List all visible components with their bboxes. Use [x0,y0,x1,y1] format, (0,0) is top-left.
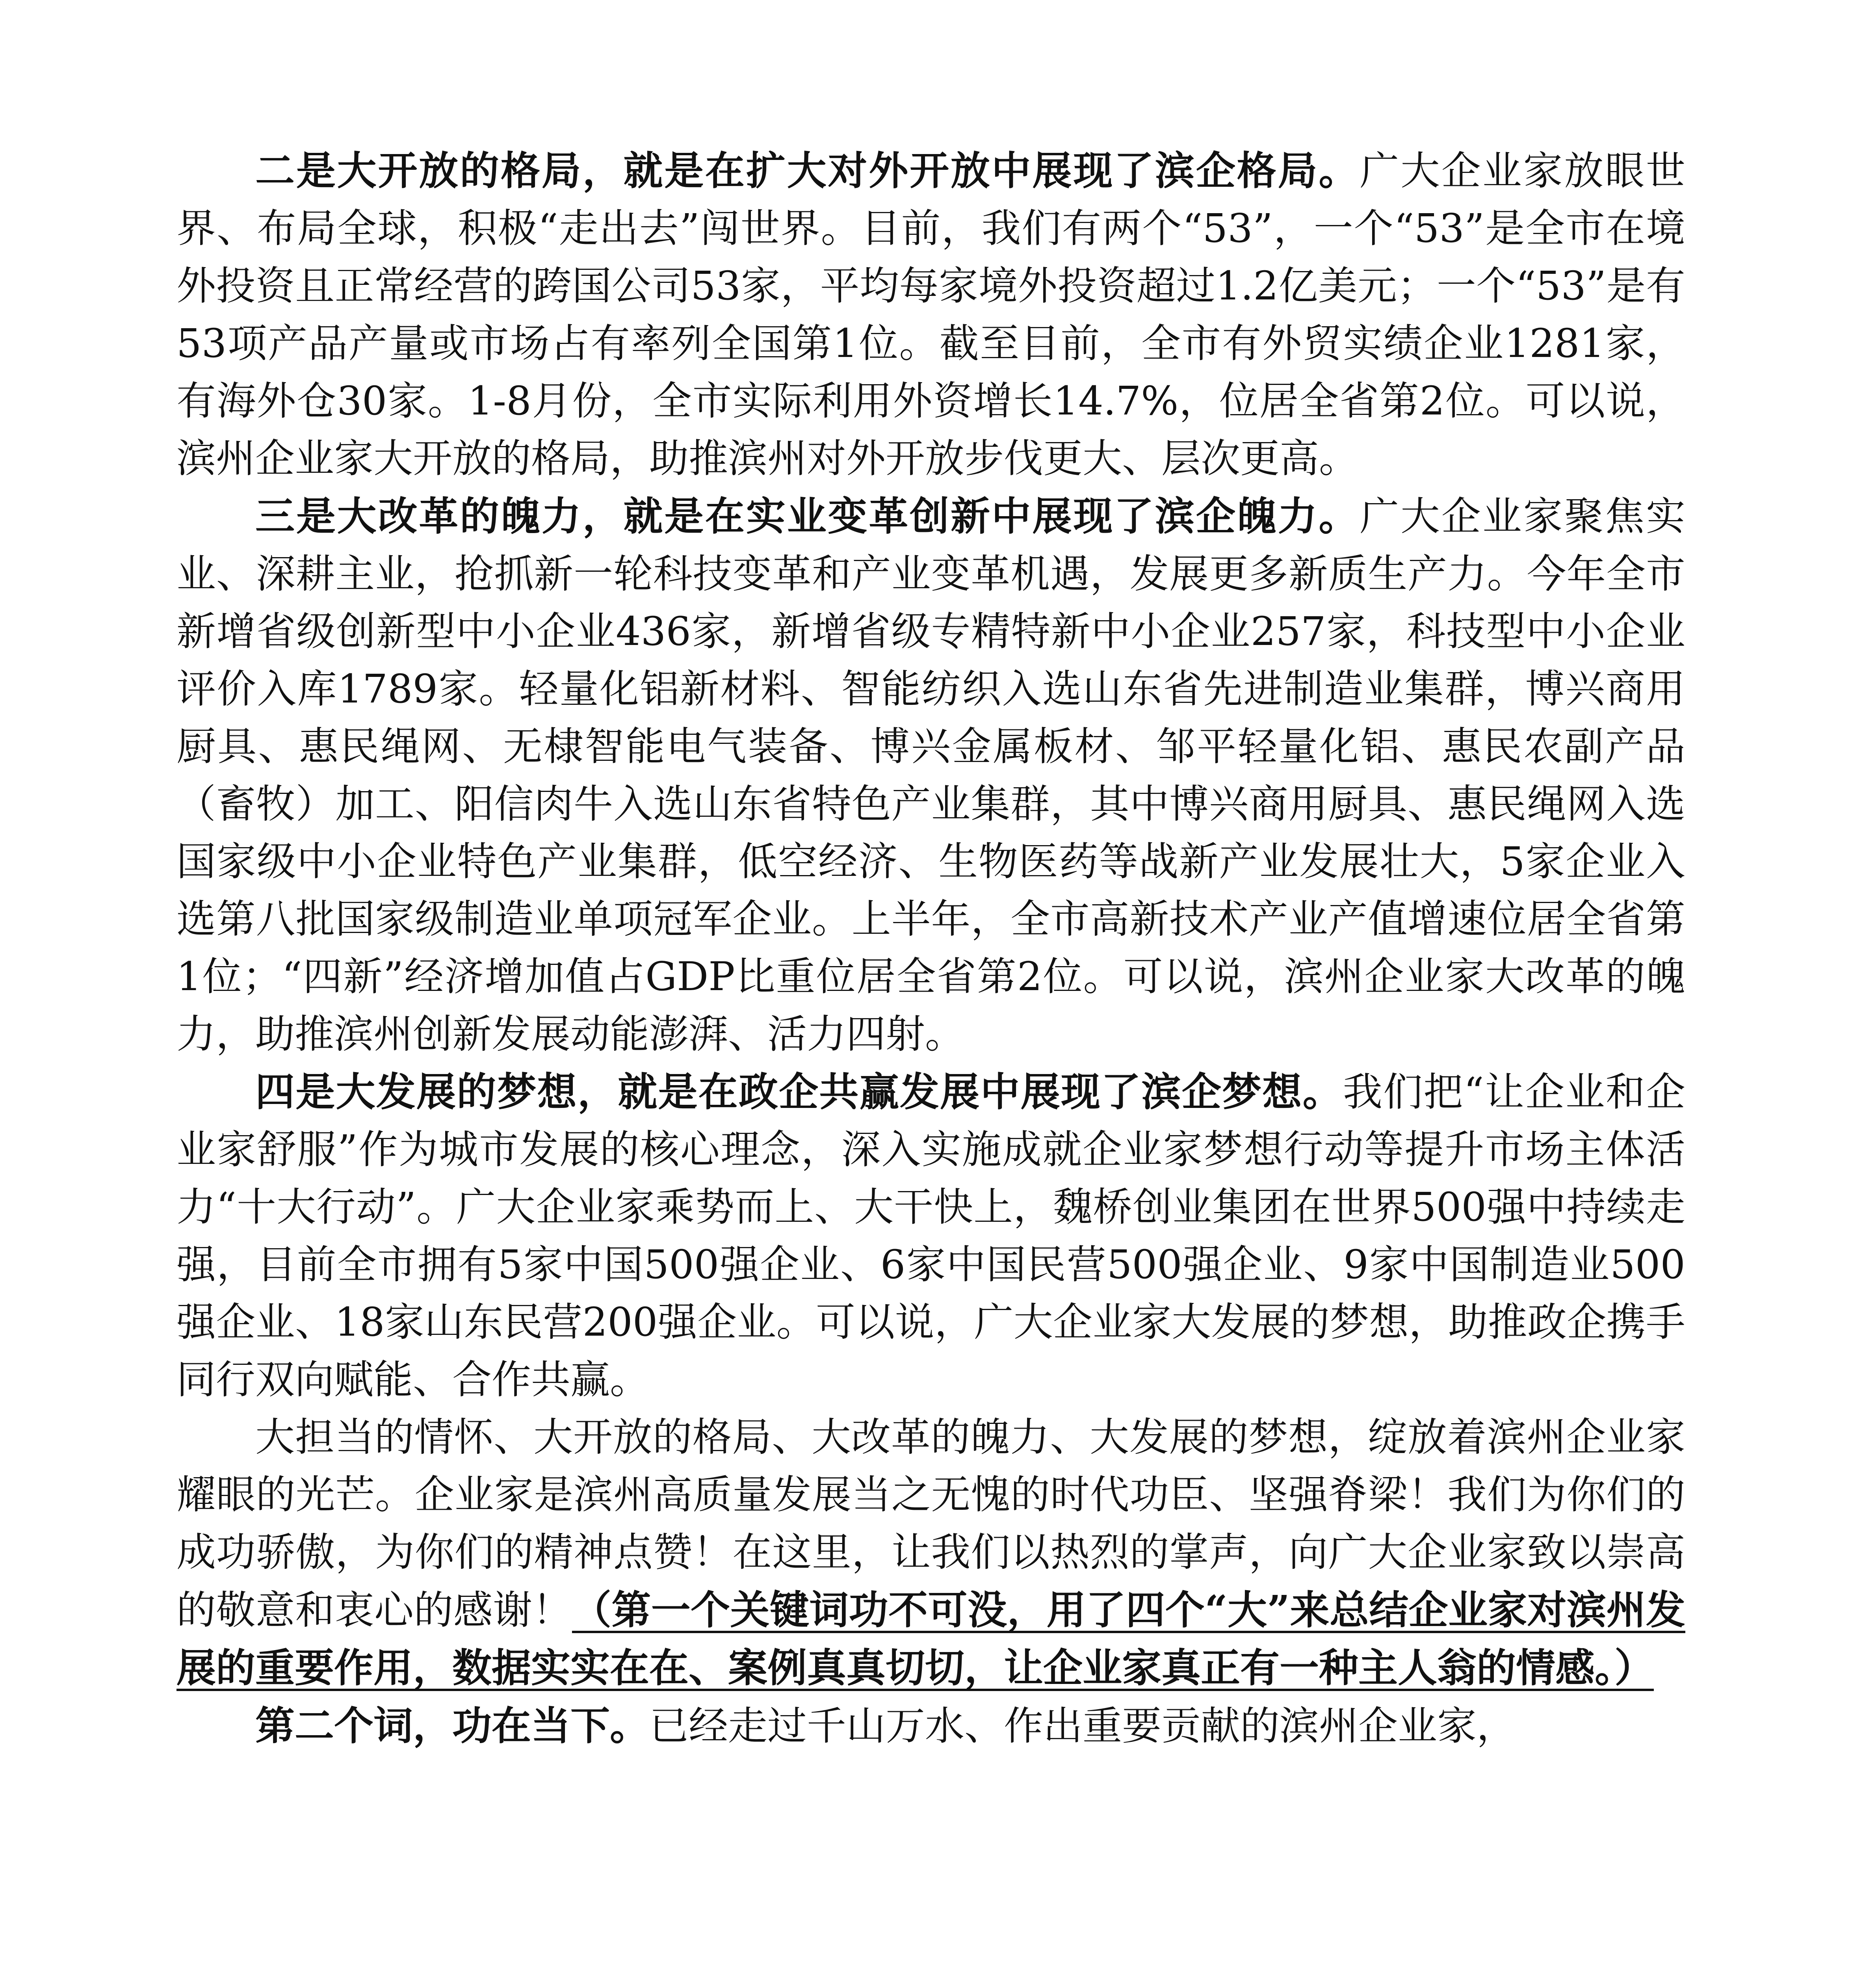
paragraph-opening [176,142,1685,487]
paragraph-text: 广大企业家放眼世界、布局全球，积极“走出去”闯世界。目前，我们有两个“53”，一个“53”是全市在境外投资且正常经营的跨国公司53家，平均每家境外投资超过1.2亿美元；一个“53”是有53项产品产量或市场占有率列全国第1位。截至目前，全市有外贸实绩企业1281家，有海外仓30家。1-8月份，全市实际利用外资增长14.7%，位居全省第2位。可以说，滨州企业家大开放的格局，助推滨州对外开放步伐更大、层次更高。 [176,148,1685,481]
paragraph-text: 大担当的情怀、大开放的格局、大改革的魄力、大发展的梦想，绽放着滨州企业家耀眼的光芒。企业家是滨州高质量发展当之无愧的时代功臣、坚强脊梁！我们为你们的成功骄傲，为你们的精神点赞！在这里，让我们以热烈的掌声，向广大企业家致以崇高的敬意和衷心的感谢！ [176,1414,1685,1633]
paragraph-second-keyword [176,1697,1685,1755]
paragraph-summary [176,1409,1685,1697]
paragraph-text: 已经走过千山万水、作出重要贡献的滨州企业家， [649,1703,1516,1749]
document-body [176,142,1685,1755]
paragraph-text: 我们把“让企业和企业家舒服”作为城市发展的核心理念，深入实施成就企业家梦想行动等提升市场主体活力“十大行动”。广大企业家乘势而上、大干快上，魏桥创业集团在世界500强中持续走强，目前全市拥有5家中国500强企业、6家中国民营500强企业、9家中国制造业500强企业、18家山东民营200强企业。可以说，广大企业家大发展的梦想，助推政企携手同行双向赋能、合作共赢。 [176,1069,1686,1403]
paragraph-reform [176,487,1685,1063]
editor-note: （第一个关键词功不可没，用了四个“大”来总结企业家对滨州发展的重要作用，数据实实在在、案例真真切切，让企业家真正有一种主人翁的情感。） [176,1587,1685,1691]
paragraph-lead: 二是大开放的格局，就是在扩大对外开放中展现了滨企格局。 [255,147,1360,194]
paragraph-lead: 四是大发展的梦想，就是在政企共赢发展中展现了滨企梦想。 [255,1069,1343,1115]
paragraph-dream [176,1063,1685,1409]
paragraph-lead: 三是大改革的魄力，就是在实业变革创新中展现了滨企魄力。 [255,493,1360,539]
paragraph-lead: 第二个词，功在当下。 [255,1702,649,1749]
paragraph-text: 广大企业家聚焦实业、深耕主业，抢抓新一轮科技变革和产业变革机遇，发展更多新质生产力。今年全市新增省级创新型中小企业436家，新增省级专精特新中小企业257家，科技型中小企业评价入库1789家。轻量化铝新材料、智能纺织入选山东省先进制造业集群，博兴商用厨具、惠民绳网、无棣智能电气装备、博兴金属板材、邹平轻量化铝、惠民农副产品（畜牧）加工、阳信肉牛入选山东省特色产业集群，其中博兴商用厨具、惠民绳网入选国家级中小企业特色产业集群，低空经济、生物医药等战新产业发展壮大，5家企业入选第八批国家级制造业单项冠军企业。上半年，全市高新技术产业产值增速位居全省第1位；“四新”经济增加值占GDP比重位居全省第2位。可以说，滨州企业家大改革的魄力，助推滨州创新发展动能澎湃、活力四射。 [176,493,1685,1057]
